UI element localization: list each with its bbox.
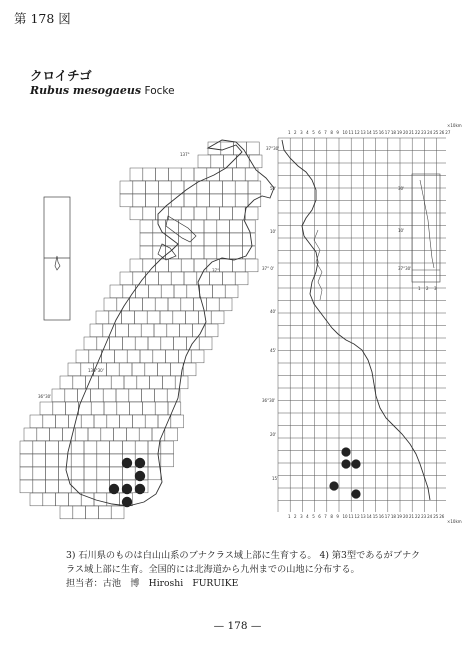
- right-map-inset: [412, 174, 440, 282]
- top-scale-tick: 18: [390, 130, 396, 135]
- record-dot: [351, 459, 360, 468]
- bottom-scale-tick: 13: [360, 514, 366, 519]
- right-map-records: [329, 447, 360, 498]
- bottom-scale-tick: 8: [330, 514, 333, 519]
- top-scale-tick: 19: [396, 130, 402, 135]
- min-15-label: 15': [272, 476, 279, 481]
- top-scale-tick: 7: [324, 130, 327, 135]
- top-scale-tick: 24: [427, 130, 433, 135]
- top-scale-tick: 11: [348, 130, 354, 135]
- record-dot: [329, 481, 338, 490]
- top-scale-tick: 2: [294, 130, 297, 135]
- species-japanese-name: クロイチゴ: [30, 68, 92, 83]
- right-map-coastline: [282, 140, 430, 500]
- inset-scale-tick: 2: [426, 286, 429, 291]
- record-dot: [109, 484, 119, 494]
- top-scale-tick: 17: [384, 130, 390, 135]
- bottom-scale-ticks: [288, 514, 445, 519]
- lat-36-30-left-label: 36°30': [38, 394, 52, 399]
- bottom-scale-tick: 25: [433, 514, 439, 519]
- bottom-scale-tick: 22: [415, 514, 421, 519]
- top-scale-tick: 15: [372, 130, 378, 135]
- scientific-author: Focke: [144, 85, 175, 97]
- left-map-records: [109, 458, 145, 507]
- min-45-label: 45': [270, 348, 277, 353]
- bottom-scale-tick: 19: [396, 514, 402, 519]
- bottom-scale-tick: 10: [342, 514, 348, 519]
- top-scale-tick: 1: [288, 130, 291, 135]
- top-scale-tick: 4: [306, 130, 309, 135]
- bottom-scale-tick: 6: [318, 514, 321, 519]
- record-dot: [122, 497, 132, 507]
- right-map-river: [314, 230, 322, 300]
- bottom-scale-tick: 11: [348, 514, 354, 519]
- bottom-scale-tick: 15: [372, 514, 378, 519]
- bottom-scale-tick: 7: [324, 514, 327, 519]
- record-dot: [351, 489, 360, 498]
- right-map-grid: [278, 138, 446, 512]
- scientific-genus-species: Rubus mesogaeus: [30, 84, 142, 97]
- min-20-label: 20': [270, 432, 277, 437]
- bottom-scale-tick: 1: [288, 514, 291, 519]
- top-scale-tick: 20: [402, 130, 409, 135]
- top-scale-tick: 5: [312, 130, 315, 135]
- top-scale-tick: 10: [342, 130, 348, 135]
- inset-label: 30': [398, 186, 405, 191]
- inset-label: 10': [398, 228, 405, 233]
- bottom-scale-tick: 23: [421, 514, 427, 519]
- min-40-label: 40': [270, 309, 277, 314]
- record-dot: [135, 484, 145, 494]
- left-map-lagoon: [158, 244, 176, 260]
- figure-number: 第 178 図: [14, 11, 71, 26]
- bottom-scale-tick: 16: [378, 514, 384, 519]
- top-scale-tick: 6: [318, 130, 321, 135]
- bottom-scale-tick: 18: [390, 514, 396, 519]
- inset-scale-tick: 3: [434, 286, 437, 291]
- legend-note-line-2: ラス域上部に生育。全国的には北海道から九州までの山地に分布する。: [66, 564, 360, 575]
- lon-137-label: 137°: [180, 152, 190, 157]
- record-dot: [135, 471, 145, 481]
- top-scale-tick: 26: [439, 130, 445, 135]
- top-scale-tick: 21: [409, 130, 415, 135]
- record-dot: [135, 458, 145, 468]
- inset-label: 37°30': [398, 266, 412, 271]
- top-scale-tick: 9: [336, 130, 339, 135]
- bottom-scale-tick: 2: [294, 514, 297, 519]
- left-map-inset: [44, 197, 70, 320]
- top-scale-tick: 16: [378, 130, 384, 135]
- top-scale-tick: 23: [421, 130, 427, 135]
- bottom-scale-tick: 20: [402, 514, 409, 519]
- top-scale-tick: 25: [433, 130, 439, 135]
- bottom-scale-tick: 12: [354, 514, 360, 519]
- bottom-scale-unit: ×10km: [447, 519, 462, 524]
- lat-37-label: 37° 0': [262, 266, 275, 271]
- top-scale-tick: 3: [300, 130, 303, 135]
- legend-note: [66, 549, 446, 591]
- bottom-scale-tick: 4: [306, 514, 309, 519]
- top-scale-ticks: [288, 130, 451, 135]
- record-dot: [122, 458, 132, 468]
- bottom-scale-tick: 24: [427, 514, 433, 519]
- record-dot: [341, 459, 350, 468]
- record-dot: [341, 447, 350, 456]
- top-scale-tick: 8: [330, 130, 333, 135]
- record-dot: [122, 484, 132, 494]
- legend-note-line-3: 担当者：古池 博 Hiroshi FURUIKE: [66, 578, 239, 589]
- top-scale-tick: 22: [415, 130, 421, 135]
- lat-37-30-label: 37°30': [266, 146, 280, 151]
- lat-36-30-label: 36°30': [262, 398, 276, 403]
- min-10-label: 10': [270, 229, 277, 234]
- inset-scale-tick: 1: [418, 286, 421, 291]
- bottom-scale-tick: 9: [336, 514, 339, 519]
- lon-136-30-label: 136°30': [88, 368, 104, 373]
- top-scale-tick: 12: [354, 130, 360, 135]
- bottom-scale-tick: 14: [366, 514, 372, 519]
- lat-37-left-label: 37°: [212, 268, 220, 273]
- bottom-scale-tick: 21: [409, 514, 415, 519]
- page-number: — 178 —: [213, 620, 262, 632]
- bottom-scale-tick: 26: [439, 514, 445, 519]
- bottom-scale-tick: 3: [300, 514, 303, 519]
- top-scale-tick: 14: [366, 130, 372, 135]
- bottom-scale-tick: 5: [312, 514, 315, 519]
- top-scale-unit: ×10km: [447, 123, 462, 128]
- bottom-scale-tick: 17: [384, 514, 390, 519]
- top-scale-tick: 13: [360, 130, 366, 135]
- min-50-label: 50': [270, 186, 277, 191]
- top-scale-tick: 27: [445, 130, 451, 135]
- legend-note-line-1: 3) 石川県のものは白山山系のブナクラス域上部に生育する。 4) 第3型であるがブナク: [66, 550, 421, 561]
